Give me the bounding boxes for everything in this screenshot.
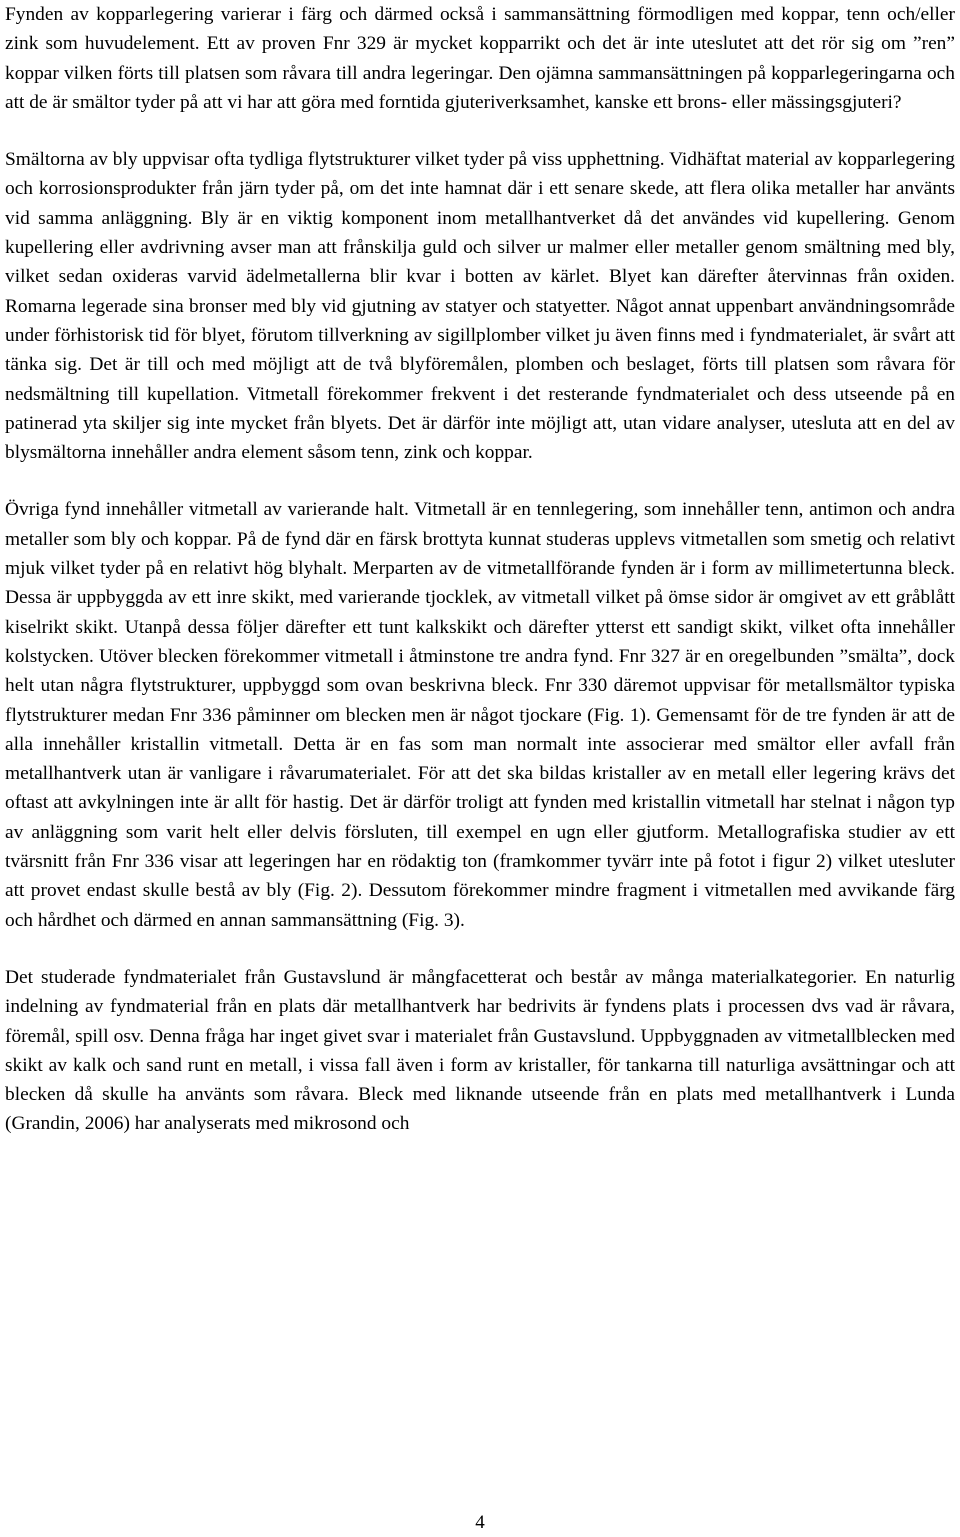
paragraph-copper-alloys: Fynden av kopparlegering varierar i färg och därmed också i sammansättning förmodligen med koppar, tenn och/eller zink som huvudelement. Ett av proven Fnr 329 är mycket kopparrikt och det är inte uteslutet att det rör sig om ”ren” koppar vilken förts till platsen som råvara till andra legeringar. Den ojämna sammansättningen på kopparlegeringarna och att de är smältor tyder på att vi har att göra med forntida gjuteriverksamhet, kanske ett brons- eller mässingsgjuteri? — [5, 4, 955, 113]
paragraph-lead-melts: Smältorna av bly uppvisar ofta tydliga flytstrukturer vilket tyder på viss upphettning. Vidhäftat material av kopparlegering och korrosionsprodukter från järn tyder på, om det inte hamnat där i ett senare skede, att flera olika metaller har använts vid samma anläggning. Bly är en viktig komponent inom metallhantverket då det användes vid kupellering. Genom kupellering eller avdrivning avser man att frånskilja guld och silver ur malmer eller metaller genom smältning med bly, vilket sedan oxideras varvid ädelmetallerna blir kvar i botten av kärlet. Blyet kan därefter återvinnas från oxiden. Romarna legerade sina bronser med bly vid gjutning av statyer och statyetter. Något annat uppenbart användningsområde under förhistorisk tid för blyet, förutom tillverkning av sigillplomber vilket ju även finns med i fyndmaterialet, är svårt att tänka sig. Det är till och med möjligt att de två blyföremålen, plomben och beslaget, förts till platsen som råvara för nedsmältning till kupellation. Vitmetall förekommer frekvent i det resterande fyndmaterialet och dess utseende på en patinerad yta skiljer sig inte mycket från blyets. Det är därför inte möjligt att, utan vidare analyser, utesluta att en del av blysmältorna innehåller andra element såsom tenn, zink och koppar. — [5, 149, 955, 464]
page-number: 4 — [475, 1512, 485, 1533]
document-page — [5, 0, 955, 1537]
body-text — [5, 0, 955, 1167]
paragraph-white-metal: Övriga fynd innehåller vitmetall av varierande halt. Vitmetall är en tennlegering, som innehåller tenn, antimon och andra metaller som bly och koppar. På de fynd där en färsk brottyta kunnat studeras upplevs vitmetallen som smetig och relativt mjuk vilket tyder på en relativt hög blyhalt. Merparten av de vitmetallförande fynden är i form av millimetertunna bleck. Dessa är uppbyggda av ett inre skikt, med varierande tjocklek, av vitmetall vilket på ömse sidor är omgivet av ett gråblått kiselrikt skikt. Utanpå dessa följer därefter ett tunt kalkskikt och därefter ytterst ett sandigt skikt, vilket ofta innehåller kolstycken. Utöver blecken förekommer vitmetall i åtminstone tre andra fynd. Fnr 327 är en oregelbunden ”smälta”, dock helt utan några flytstrukturer, uppbyggd som ovan beskrivna bleck. Fnr 330 däremot uppvisar för metallsmältor typiska flytstrukturer medan Fnr 336 påminner om blecken men är något tjockare (Fig. 1). Gemensamt för de tre fynden är att de alla innehåller kristallin vitmetall. Detta är en fas som man normalt inte associerar med smältor eller avfall från metallhantverk utan är vanligare i råvarumaterialet. För att det ska bildas kristaller av en metall eller legering krävs det oftast att avkylningen inte är allt för hastig. Det är därför troligt att fynden med kristallin vitmetall har stelnat i någon typ av anläggning som varit helt eller delvis försluten, till exempel en ugn eller gjutform. Metallografiska studier av ett tvärsnitt från Fnr 336 visar att legeringen har en rödaktig ton (framkommer tyvärr inte på fotot i figur 2) vilket utesluter att provet endast skulle bestå av bly (Fig. 2). Dessutom förekommer mindre fragment i vitmetallen med avvikande färg och hårdhet och därmed en annan sammansättning (Fig. 3). — [5, 499, 955, 931]
paragraph-gustavslund-material: Det studerade fyndmaterialet från Gustavslund är mångfacetterat och består av många materialkategorier. En naturlig indelning av fyndmaterial från en plats där metallhantverk har bedrivits är fyndens plats i processen dvs vad är råvara, föremål, spill osv. Denna fråga har inget givet svar i materialet från Gustavslund. Uppbyggnaden av vitmetallblecken med skikt av kalk och sand runt en metall, i vissa fall även i form av kristaller, för tankarna till naturliga avsättningar och att blecken då skulle ha använts som råvara. Bleck med liknande utseende från en plats med metallhantverk i Lunda (Grandin, 2006) har analyserats med mikrosond och — [5, 966, 955, 1135]
